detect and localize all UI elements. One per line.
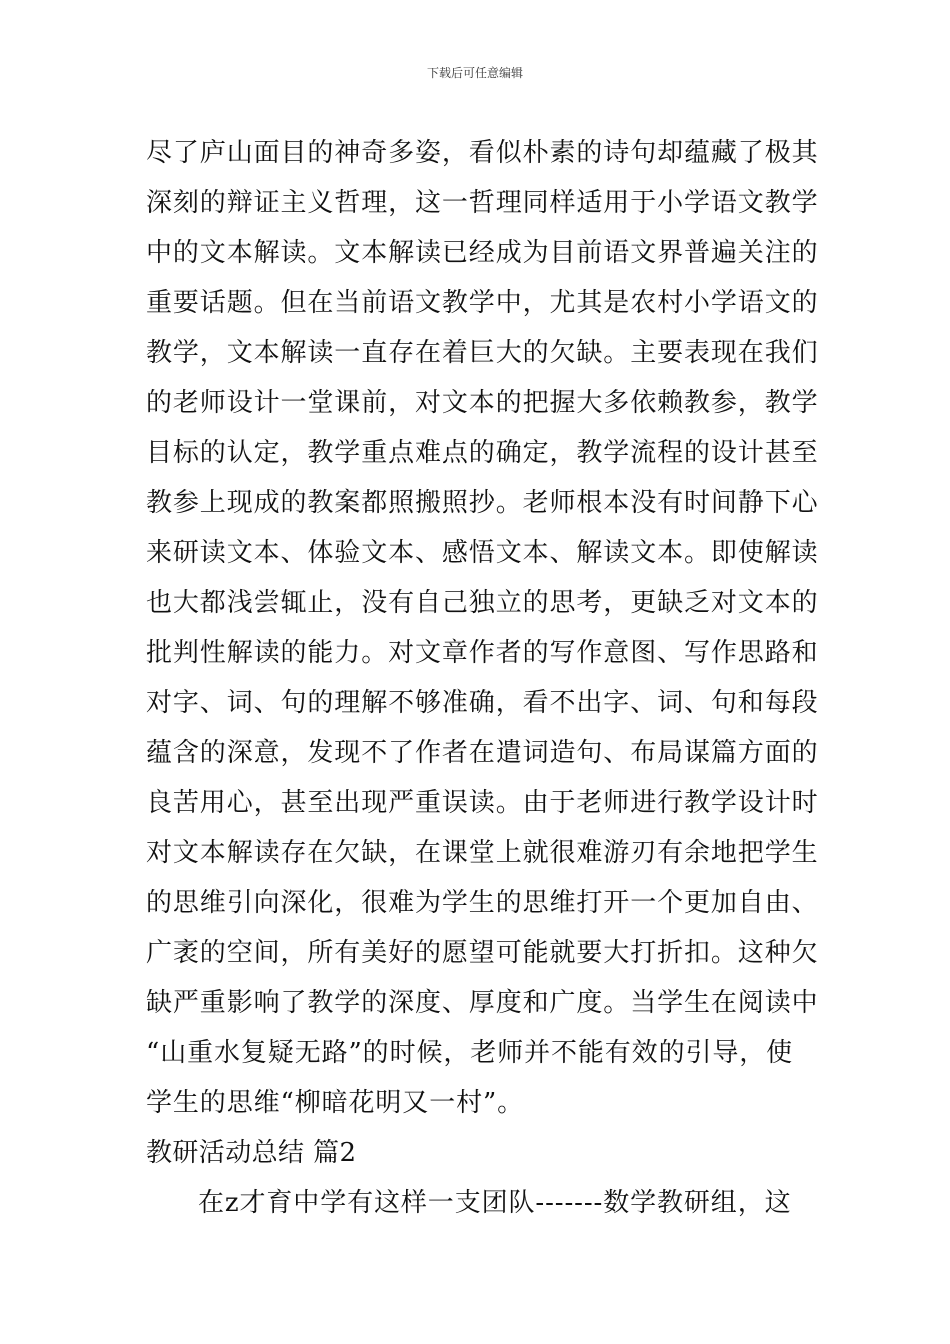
text-line: 在z才育中学有这样一支团队-------数学教研组，这 [198, 1188, 792, 1218]
page-header: 下载后可任意编辑 [426, 66, 523, 80]
text-line: 教参上现成的教案都照搬照抄。老师根本没有时间静下心 [146, 488, 819, 518]
text-line: 对字、词、句的理解不够准确，看不出字、词、句和每段 [146, 688, 819, 718]
text-line: 目标的认定，教学重点难点的确定，教学流程的设计甚至 [146, 438, 819, 468]
text-line: 学生的思维“柳暗花明又一村”。 [146, 1088, 525, 1118]
text-line: “山重水复疑无路”的时候，老师并不能有效的引导，使 [146, 1038, 794, 1068]
text-line: 教学，文本解读一直存在着巨大的欠缺。主要表现在我们 [146, 338, 819, 368]
text-line: 也大都浅尝辄止，没有自己独立的思考，更缺乏对文本的 [146, 588, 819, 618]
section-heading: 教研活动总结 篇2 [146, 1138, 357, 1168]
text-line: 对文本解读存在欠缺，在课堂上就很难游刃有余地把学生 [146, 838, 819, 868]
text-line: 缺严重影响了教学的深度、厚度和广度。当学生在阅读中 [146, 988, 819, 1018]
text-line: 重要话题。但在当前语文教学中，尤其是农村小学语文的 [146, 288, 819, 318]
text-line: 批判性解读的能力。对文章作者的写作意图、写作思路和 [146, 638, 819, 668]
paragraph [146, 128, 819, 1128]
text-line: 来研读文本、体验文本、感悟文本、解读文本。即使解读 [146, 538, 819, 568]
text-line: 蕴含的深意，发现不了作者在遣词造句、布局谋篇方面的 [146, 738, 819, 768]
text-line: 的思维引向深化，很难为学生的思维打开一个更加自由、 [146, 888, 819, 918]
text-line: 的老师设计一堂课前，对文本的把握大多依赖教参，教学 [146, 388, 819, 418]
text-line: 中的文本解读。文本解读已经成为目前语文界普遍关注的 [146, 238, 819, 268]
document-body [146, 128, 819, 1228]
text-line: 广袤的空间，所有美好的愿望可能就要大打折扣。这种欠 [146, 938, 819, 968]
text-line: 深刻的辩证主义哲理，这一哲理同样适用于小学语文教学 [146, 188, 819, 218]
text-line: 良苦用心，甚至出现严重误读。由于老师进行教学设计时 [146, 788, 819, 818]
text-line: 尽了庐山面目的神奇多姿，看似朴素的诗句却蕴藏了极其 [146, 138, 819, 168]
